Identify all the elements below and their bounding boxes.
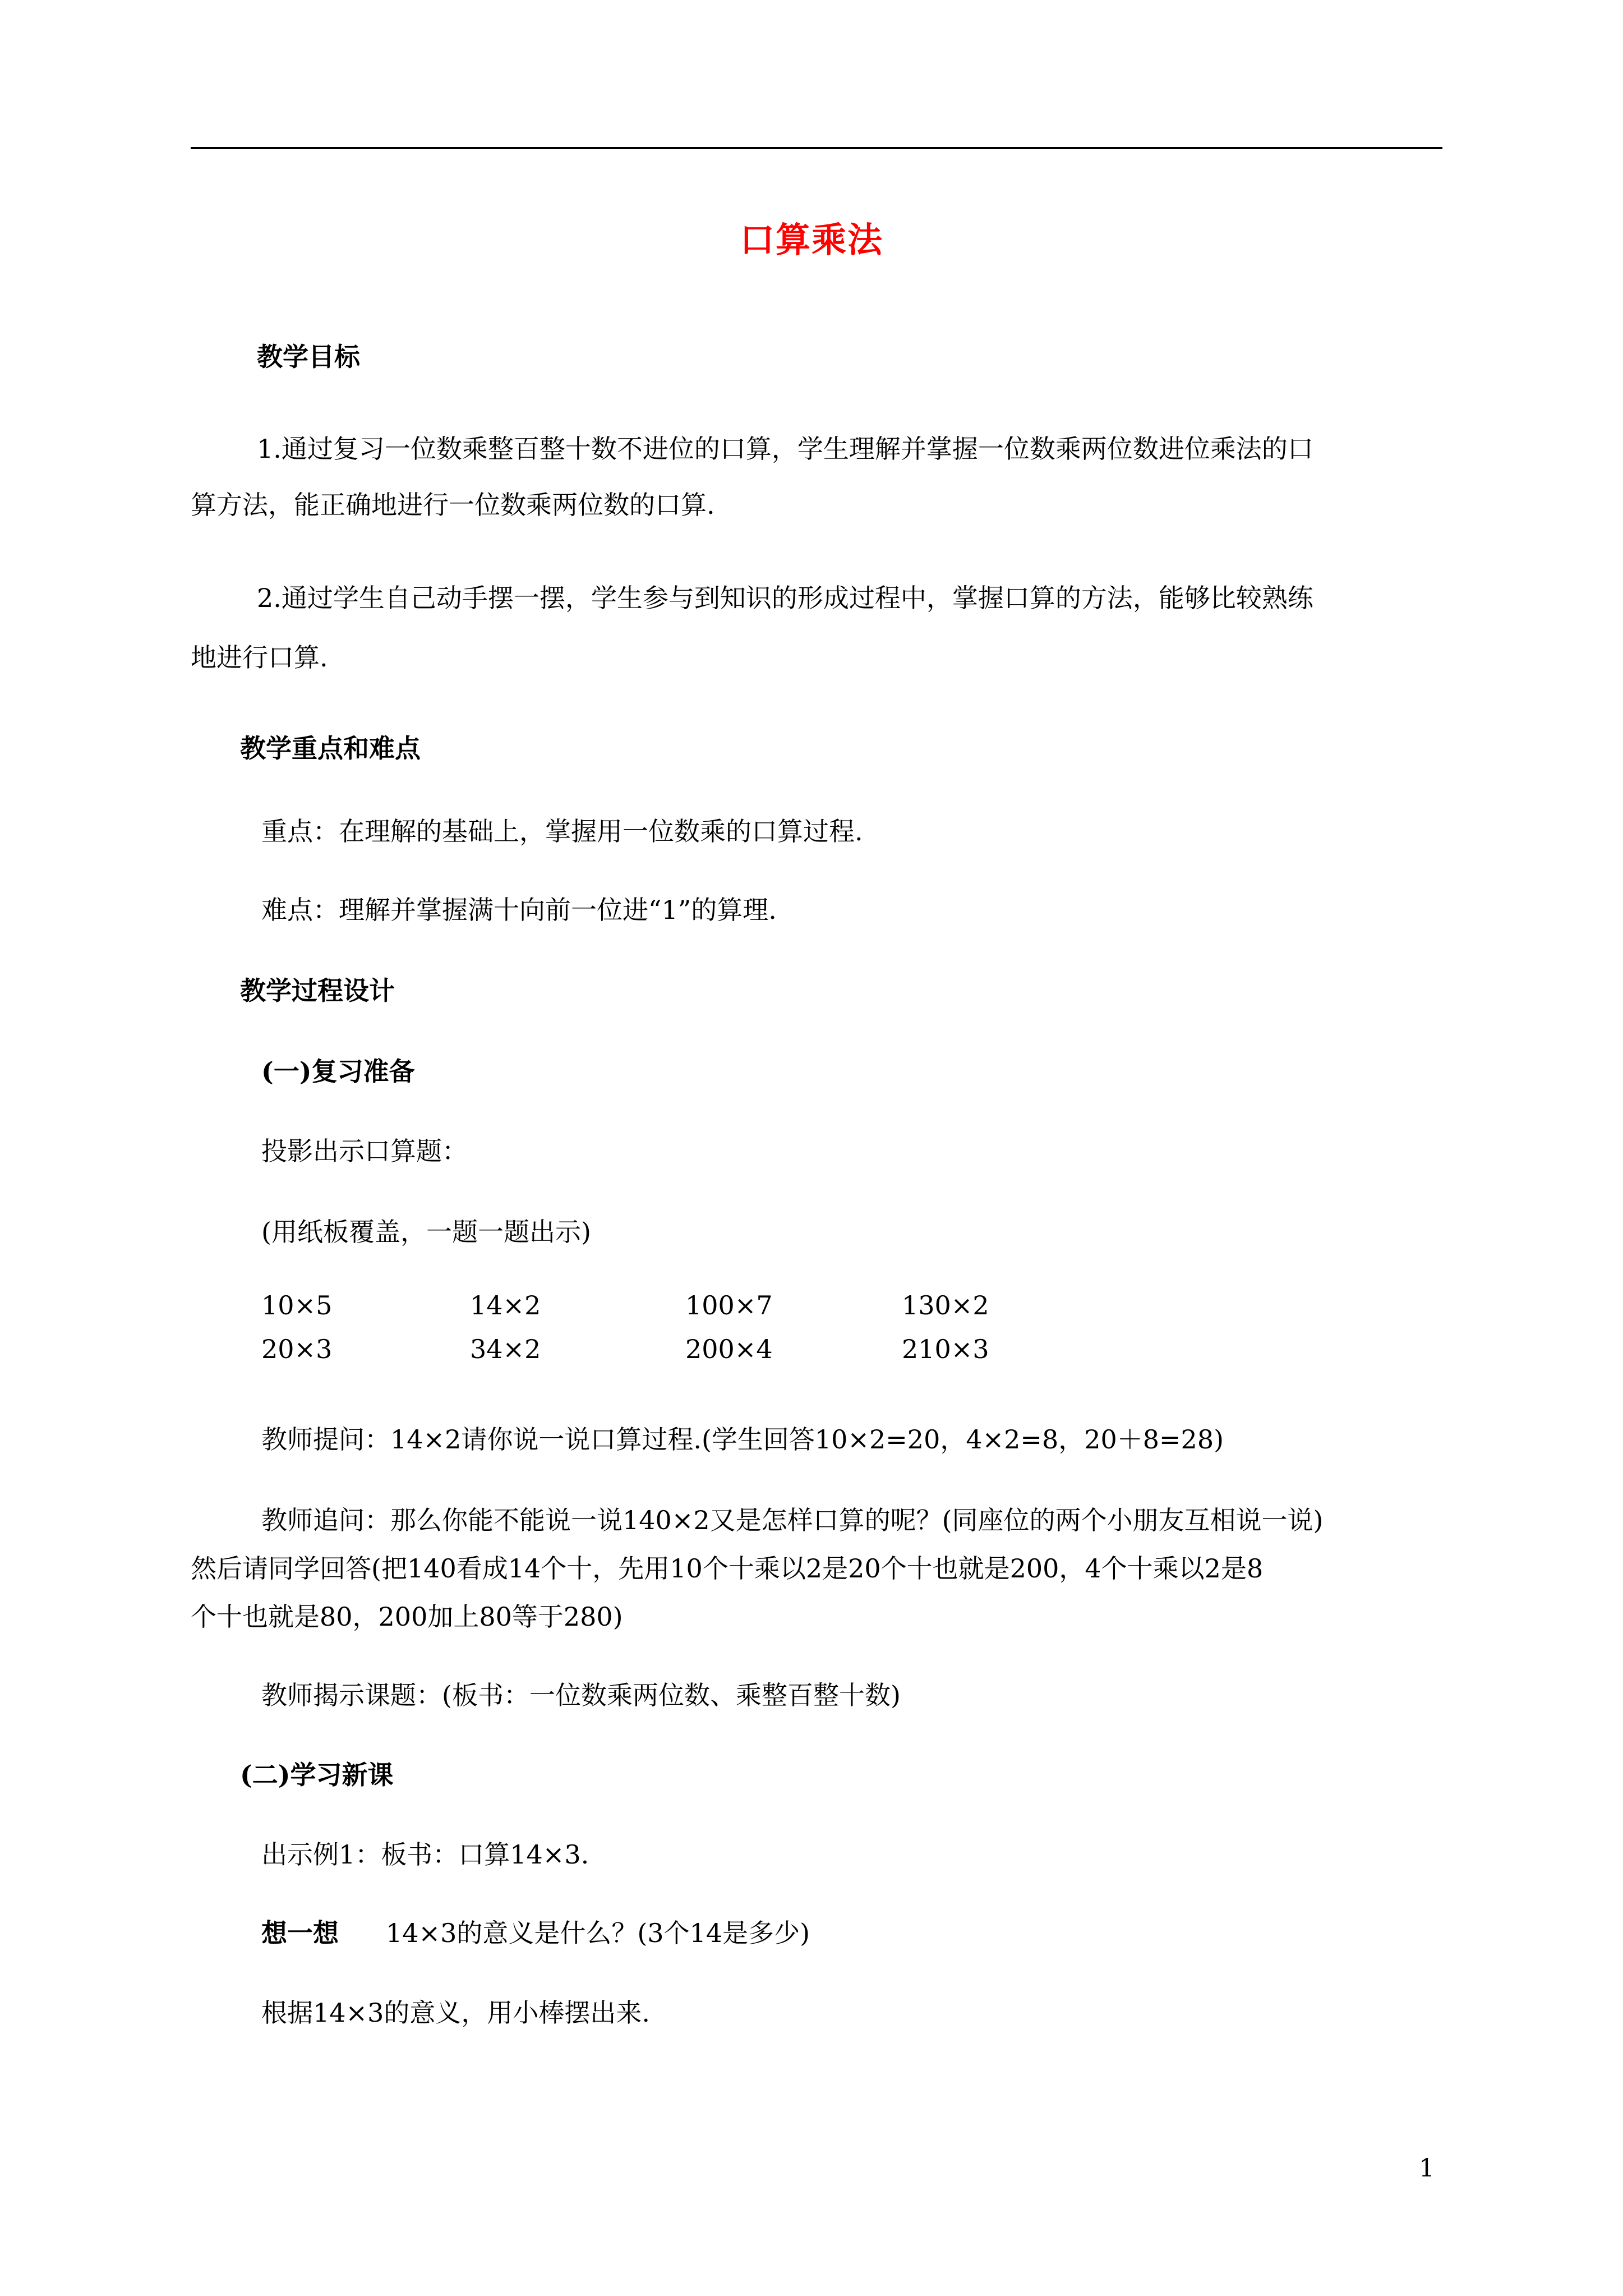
problem-cell: 10×5 xyxy=(261,1290,333,1320)
goal-paragraph-2-line-1: 2.通过学生自己动手摆一摆，学生参与到知识的形成过程中，掌握口算的方法，能够比较熟练 xyxy=(257,583,1313,613)
key-point: 重点：在理解的基础上，掌握用一位数乘的口算过程. xyxy=(261,816,863,846)
think-text: 14×3的意义是什么？(3个14是多少) xyxy=(386,1918,810,1948)
process-heading: 教学过程设计 xyxy=(240,976,395,1006)
example-text: 出示例1：板书：口算14×3. xyxy=(261,1839,589,1870)
problem-cell: 14×2 xyxy=(470,1290,541,1320)
problem-cell: 20×3 xyxy=(261,1334,333,1364)
problem-cell: 210×3 xyxy=(902,1334,989,1364)
problem-cell: 130×2 xyxy=(902,1290,989,1320)
teacher-question: 教师提问：14×2请你说一说口算过程.(学生回答10×2=20，4×2=8，20＋8=28) xyxy=(261,1424,1224,1455)
teacher-followup-line-1: 教师追问：那么你能不能说一说140×2又是怎样口算的呢？(同座位的两个小朋友互相说一说) xyxy=(261,1505,1324,1535)
teacher-reveal: 教师揭示课题：(板书：一位数乘两位数、乘整百整十数) xyxy=(261,1680,901,1710)
think-label: 想一想 xyxy=(261,1918,339,1948)
goal-heading: 教学目标 xyxy=(257,342,360,372)
review-heading: (一)复习准备 xyxy=(261,1056,415,1087)
problem-cell: 100×7 xyxy=(685,1290,773,1320)
keypoints-heading: 教学重点和难点 xyxy=(240,733,421,763)
document-title: 口算乘法 xyxy=(739,219,883,260)
sticks-text: 根据14×3的意义，用小棒摆出来. xyxy=(261,1998,650,2028)
goal-paragraph-1-line-2: 算方法，能正确地进行一位数乘两位数的口算. xyxy=(191,490,715,520)
goal-paragraph-2-line-2: 地进行口算. xyxy=(191,642,328,673)
problem-cell: 34×2 xyxy=(470,1334,541,1364)
think-row xyxy=(261,1913,810,1950)
header-rule xyxy=(191,147,1442,149)
projection-text: 投影出示口算题： xyxy=(261,1136,468,1166)
page-number: 1 xyxy=(1419,2154,1435,2183)
new-lesson-heading: (二)学习新课 xyxy=(240,1760,394,1790)
difficult-point: 难点：理解并掌握满十向前一位进“1”的算理. xyxy=(261,895,777,925)
teacher-followup-line-2: 然后请同学回答(把140看成14个十，先用10个十乘以2是20个十也就是200，4个十乘以2是8 xyxy=(191,1553,1264,1584)
cover-note: (用纸板覆盖，一题一题出示) xyxy=(261,1217,591,1247)
teacher-followup-line-3: 个十也就是80，200加上80等于280) xyxy=(191,1602,623,1632)
goal-paragraph-1-line-1: 1.通过复习一位数乘整百整十数不进位的口算，学生理解并掌握一位数乘两位数进位乘法的口 xyxy=(257,434,1313,464)
problem-cell: 200×4 xyxy=(685,1334,773,1364)
